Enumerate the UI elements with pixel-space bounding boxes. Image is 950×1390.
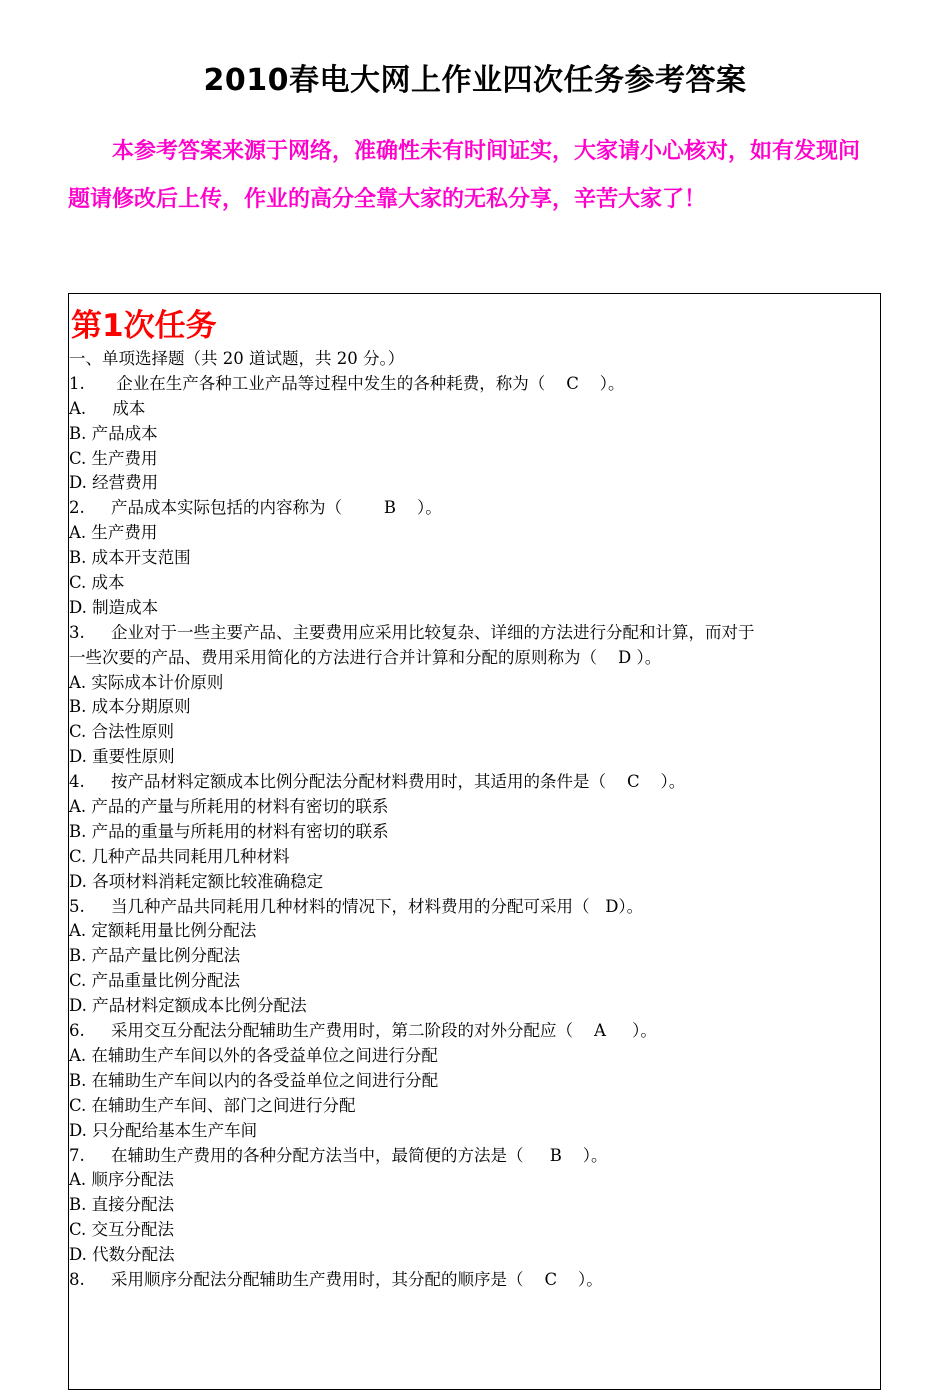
notice-paragraph: 本参考答案来源于网络，准确性未有时间证实，大家请小心核对，如有发现问题请修改后上传，作业的高分全靠大家的无私分享，辛苦大家了！ (68, 139, 861, 212)
question-line: D. 制造成本 (69, 597, 159, 617)
question-line: A. 成本 (69, 398, 146, 418)
question-line: A. 产品的产量与所耗用的材料有密切的联系 (69, 797, 389, 817)
question-line: D. 各项材料消耗定额比较准确稳定 (69, 871, 324, 891)
question-line: B. 产品的重量与所耗用的材料有密切的联系 (69, 821, 389, 841)
question-line: D. 产品材料定额成本比例分配法 (69, 996, 307, 1016)
task-content (69, 347, 881, 1293)
question-line: A. 生产费用 (69, 523, 158, 543)
question-line: D. 只分配给基本生产车间 (69, 1120, 258, 1140)
question-line: C. 交互分配法 (69, 1220, 175, 1240)
question-line: 8. 采用顺序分配法分配辅助生产费用时，其分配的顺序是（ C ）。 (69, 1269, 603, 1289)
question-line: C. 生产费用 (69, 448, 158, 468)
question-line: A. 定额耗用量比例分配法 (69, 921, 257, 941)
question-line: 一些次要的产品、费用采用简化的方法进行合并计算和分配的原则称为（ D ）。 (69, 647, 662, 667)
question-line: C. 合法性原则 (69, 722, 175, 742)
question-line: 1. 企业在生产各种工业产品等过程中发生的各种耗费，称为（ C ）。 (69, 373, 625, 393)
question-line: C. 几种产品共同耗用几种材料 (69, 846, 290, 866)
document-title: 2010春电大网上作业四次任务参考答案 (203, 63, 747, 98)
question-line: 3. 企业对于一些主要产品、主要费用应采用比较复杂、详细的方法进行分配和计算，而对于 (69, 622, 755, 642)
question-line: 7. 在辅助生产费用的各种分配方法当中，最简便的方法是（ B ）。 (69, 1145, 608, 1165)
question-line: D. 经营费用 (69, 473, 159, 493)
question-line: D. 代数分配法 (69, 1245, 175, 1265)
question-line: B. 成本开支范围 (69, 548, 191, 568)
question-line: D. 重要性原则 (69, 747, 175, 767)
question-line: A. 在辅助生产车间以外的各受益单位之间进行分配 (69, 1045, 438, 1065)
question-line: 4. 按产品材料定额成本比例分配法分配材料费用时，其适用的条件是（ C ）。 (69, 772, 686, 792)
question-line: 5. 当几种产品共同耗用几种材料的情况下，材料费用的分配可采用（ D）。 (69, 896, 644, 916)
question-line: C. 在辅助生产车间、部门之间进行分配 (69, 1095, 356, 1115)
question-line: B. 产品成本 (69, 423, 158, 443)
question-line: B. 成本分期原则 (69, 697, 191, 717)
task-box (68, 293, 881, 1390)
question-line: A. 顺序分配法 (69, 1170, 174, 1190)
question-line: 一、单项选择题（共 20 道试题，共 20 分。） (69, 349, 405, 368)
question-line: B. 在辅助生产车间以内的各受益单位之间进行分配 (69, 1070, 439, 1090)
question-line: C. 产品重量比例分配法 (69, 971, 241, 991)
question-line: A. 实际成本计价原则 (69, 672, 224, 692)
task-title: 第1次任务 (71, 308, 217, 344)
question-line: C. 成本 (69, 573, 125, 593)
question-line: B. 直接分配法 (69, 1195, 175, 1215)
question-line: 2. 产品成本实际包括的内容称为（ B ）。 (69, 498, 442, 518)
question-line: B. 产品产量比例分配法 (69, 946, 241, 966)
question-line: 6. 采用交互分配法分配辅助生产费用时，第二阶段的对外分配应（ A ）。 (69, 1021, 657, 1041)
